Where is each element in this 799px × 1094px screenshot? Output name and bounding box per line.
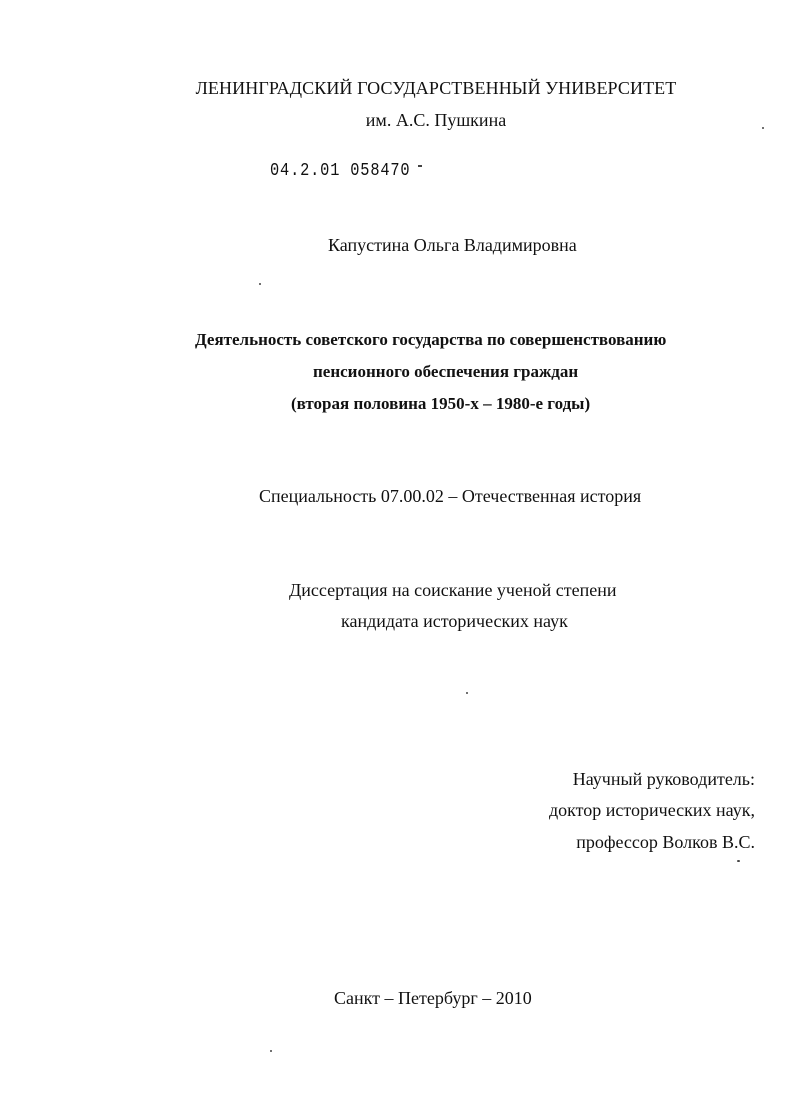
registration-stamp: 04.2.01 058470 [270,161,411,181]
author-name: Капустина Ольга Владимировна [328,235,577,255]
degree-line-2: кандидата исторических наук [341,611,568,631]
university-name: ЛЕНИНГРАДСКИЙ ГОСУДАРСТВЕННЫЙ УНИВЕРСИТЕТ [195,78,677,98]
scan-speck [418,165,422,167]
scan-speck [762,127,764,129]
university-subtitle: им. А.С. Пушкина [365,110,507,130]
degree-line-1: Диссертация на соискание ученой степени [289,580,617,600]
scan-speck [270,1050,272,1052]
scan-speck [737,860,740,862]
dissertation-title-line-2: пенсионного обеспечения граждан [313,362,579,381]
scan-speck [259,283,261,285]
supervisor-degree: доктор исторических наук, [549,800,755,820]
supervisor-name: профессор Волков В.С. [576,832,755,852]
scan-speck [466,692,468,694]
supervisor-label: Научный руководитель: [572,769,755,789]
specialty: Специальность 07.00.02 – Отечественная история [259,486,642,506]
city-year: Санкт – Петербург – 2010 [334,988,532,1008]
dissertation-title-line-3: (вторая половина 1950-х – 1980-е годы) [291,394,591,413]
dissertation-title-line-1: Деятельность советского государства по совершенствованию [195,330,667,349]
